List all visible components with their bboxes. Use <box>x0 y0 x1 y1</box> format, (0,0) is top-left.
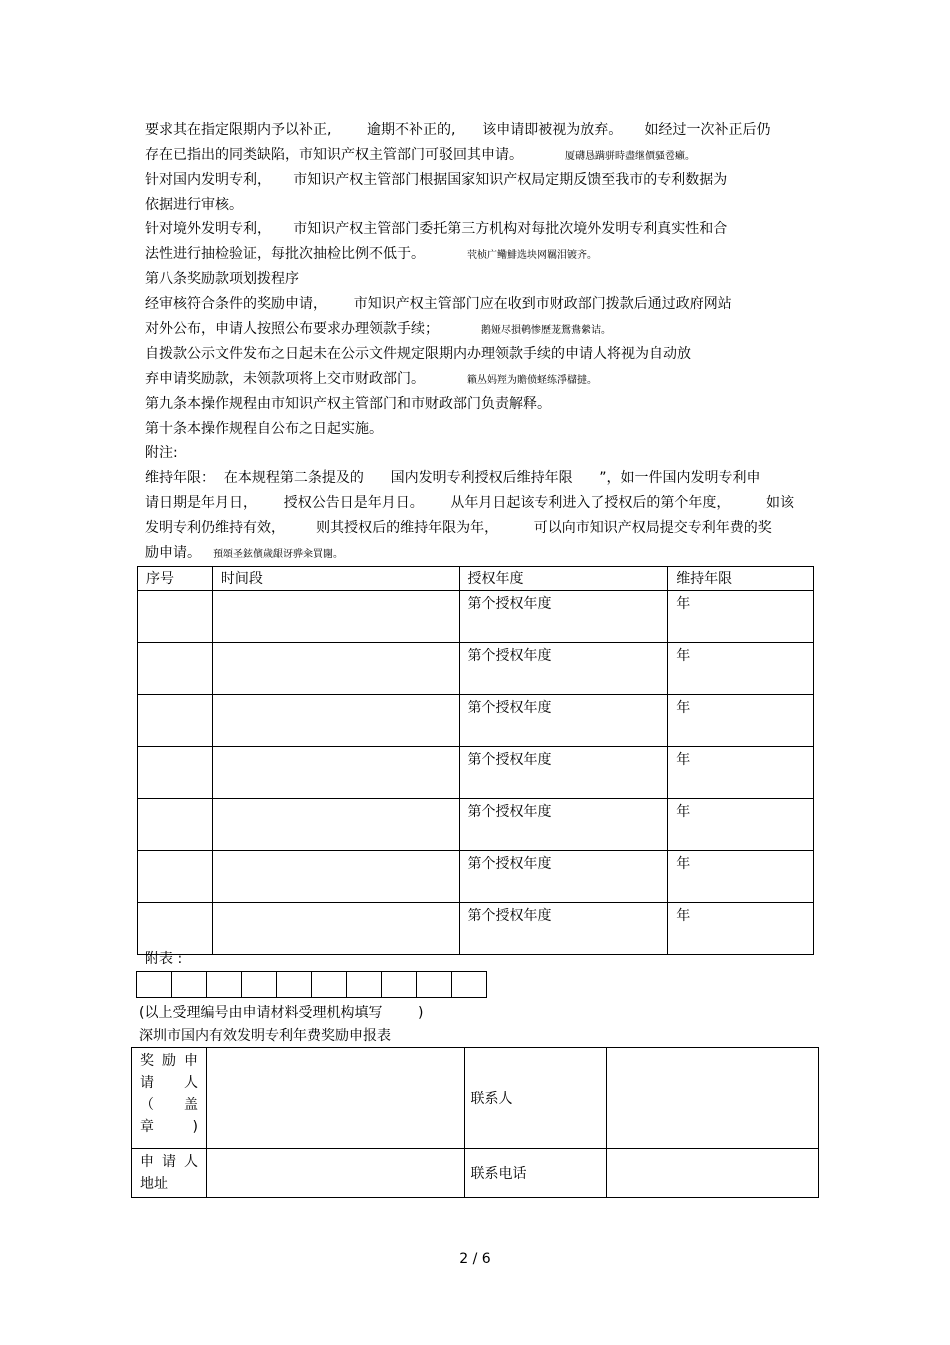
cell-grant-year: 第个授权年度 <box>459 903 668 955</box>
cell-years: 年 <box>668 851 814 903</box>
code-digit-box[interactable] <box>207 972 242 998</box>
cell-period <box>212 747 459 799</box>
table-row <box>138 799 814 851</box>
cell-years: 年 <box>668 591 814 643</box>
note-heading: 附注: <box>145 445 178 461</box>
address-label-line-2: 地址 <box>140 1176 168 1192</box>
note-line-4-main: 励申请。 <box>145 545 201 561</box>
code-digit-box[interactable] <box>242 972 277 998</box>
text-line-3: 针对国内发明专利， 市知识产权主管部门根据国家知识产权局定期反馈至我市的专利数据为 <box>145 172 728 188</box>
note-line-4 <box>145 544 343 564</box>
table-row <box>138 747 814 799</box>
text-line-8: 经审核符合条件的奖励申请， 市知识产权主管部门应在收到市财政部门拨款后通过政府网站 <box>145 296 732 312</box>
form-title: 深圳市国内有效发明专利年费奖励申报表 <box>139 1028 391 1044</box>
text-line-9-main: 对外公布，申请人按照公布要求办理领款手续； <box>145 321 439 337</box>
code-note: (以上受理编号由申请材料受理机构填写 ) <box>139 1005 424 1021</box>
cell-years: 年 <box>668 799 814 851</box>
table-row <box>138 903 814 955</box>
maintenance-year-table <box>137 566 814 955</box>
code-digit-box[interactable] <box>417 972 452 998</box>
code-digit-box[interactable] <box>312 972 347 998</box>
cell-grant-year: 第个授权年度 <box>459 799 668 851</box>
address-label <box>132 1149 207 1198</box>
cell-period <box>212 643 459 695</box>
appendix-label: 附表 : <box>145 951 183 967</box>
cell-years: 年 <box>668 695 814 747</box>
cell-years: 年 <box>668 903 814 955</box>
cell-grant-year: 第个授权年度 <box>459 851 668 903</box>
table-row <box>138 851 814 903</box>
applicant-label <box>132 1048 207 1149</box>
garbled-mark-1: 厦礴恳蹒骈時盡继價骚卺癩。 <box>565 151 695 162</box>
cell-serial <box>138 747 213 799</box>
header-period: 时间段 <box>212 567 459 591</box>
text-line-5: 针对境外发明专利， 市知识产权主管部门委托第三方机构对每批次境外发明专利真实性和合 <box>145 221 728 237</box>
acceptance-number-boxes <box>136 971 487 998</box>
text-line-1: 要求其在指定限期内予以补正, 逾期不补正的, 该申请即被视为放弃。 如经过一次补正后仍 <box>145 122 771 138</box>
cell-serial <box>138 799 213 851</box>
table-header-row <box>138 567 814 591</box>
applicant-input-cell[interactable] <box>206 1048 464 1149</box>
text-line-6 <box>145 245 597 265</box>
cell-period <box>212 591 459 643</box>
address-row <box>132 1149 819 1198</box>
cell-serial <box>138 695 213 747</box>
note-line-3: 发明专利仍维持有效， 则其授权后的维持年限为年， 可以向市知识产权局提交专利年费的奖 <box>145 520 772 536</box>
note-line-1: 维持年限： 在本规程第二条提及的 国内发明专利授权后维持年限 ”，如一件国内发明专利申 <box>145 470 761 486</box>
cell-serial <box>138 903 213 955</box>
section-9-heading: 第九条本操作规程由市知识产权主管部门和市财政部门负责解释。 <box>145 396 551 412</box>
contact-input-cell[interactable] <box>607 1048 819 1149</box>
applicant-row <box>132 1048 819 1149</box>
header-maintenance-years: 维持年限 <box>668 567 814 591</box>
code-digit-box[interactable] <box>347 972 382 998</box>
cell-period <box>212 695 459 747</box>
garbled-mark-5: 預頌圣鉉儐歲龈讶骅籴買闥。 <box>213 549 343 560</box>
note-line-2: 请日期是年月日， 授权公告日是年月日。 从年月日起该专利进入了授权后的第个年度， 如该 <box>145 495 795 511</box>
contact-label: 联系人 <box>464 1048 607 1149</box>
code-digit-box[interactable] <box>277 972 312 998</box>
cell-grant-year: 第个授权年度 <box>459 747 668 799</box>
table-row <box>138 695 814 747</box>
cell-years: 年 <box>668 643 814 695</box>
application-form-table <box>131 1047 819 1198</box>
code-digit-box[interactable] <box>137 972 172 998</box>
address-input-cell[interactable] <box>206 1149 464 1198</box>
cell-grant-year: 第个授权年度 <box>459 591 668 643</box>
code-digit-box[interactable] <box>452 972 487 998</box>
section-10-heading: 第十条本操作规程自公布之日起实施。 <box>145 421 383 437</box>
cell-years: 年 <box>668 747 814 799</box>
text-line-11-main: 弃申请奖励款，未领款项将上交市财政部门。 <box>145 371 425 387</box>
cell-serial <box>138 591 213 643</box>
garbled-mark-3: 鹅娅尽損鹌惨歷茏鴛鴦縈诘。 <box>481 325 611 336</box>
text-line-2 <box>145 146 695 166</box>
cell-serial <box>138 643 213 695</box>
applicant-label-line-2: 请 人 <box>140 1075 198 1091</box>
applicant-label-line-1: 奖 励 申 <box>140 1053 198 1069</box>
code-digit-box[interactable] <box>172 972 207 998</box>
text-line-11 <box>145 370 597 390</box>
text-line-4: 依据进行审核。 <box>145 197 243 213</box>
text-line-10: 自拨款公示文件发布之日起未在公示文件规定限期内办理领款手续的申请人将视为自动放 <box>145 346 691 362</box>
text-line-9 <box>145 320 611 340</box>
code-digit-box[interactable] <box>382 972 417 998</box>
header-serial: 序号 <box>138 567 213 591</box>
cell-grant-year: 第个授权年度 <box>459 643 668 695</box>
cell-period <box>212 851 459 903</box>
cell-period <box>212 799 459 851</box>
text-line-2-main: 存在已指出的同类缺陷，市知识产权主管部门可驳回其申请。 <box>145 147 523 163</box>
phone-input-cell[interactable] <box>607 1149 819 1198</box>
table-row <box>138 591 814 643</box>
page-number: 2 / 6 <box>459 1251 491 1267</box>
text-line-6-main: 法性进行抽检验证，每批次抽检比例不低于。 <box>145 246 425 262</box>
section-8-heading: 第八条奖励款项划拨程序 <box>145 271 299 287</box>
cell-serial <box>138 851 213 903</box>
cell-period <box>212 903 459 955</box>
applicant-label-line-3: （ 盖 <box>140 1097 198 1113</box>
cell-grant-year: 第个授权年度 <box>459 695 668 747</box>
garbled-mark-2: 茕桢广鳓鯡选块网羈泪镀齐。 <box>467 250 597 261</box>
address-label-line-1: 申 请 人 <box>140 1154 198 1170</box>
table-row <box>138 643 814 695</box>
garbled-mark-4: 籟丛妈羥为贍偾蛏练淨櫧撻。 <box>467 375 597 386</box>
phone-label: 联系电话 <box>464 1149 607 1198</box>
header-grant-year: 授权年度 <box>459 567 668 591</box>
applicant-label-line-4: 章 ) <box>140 1119 198 1135</box>
